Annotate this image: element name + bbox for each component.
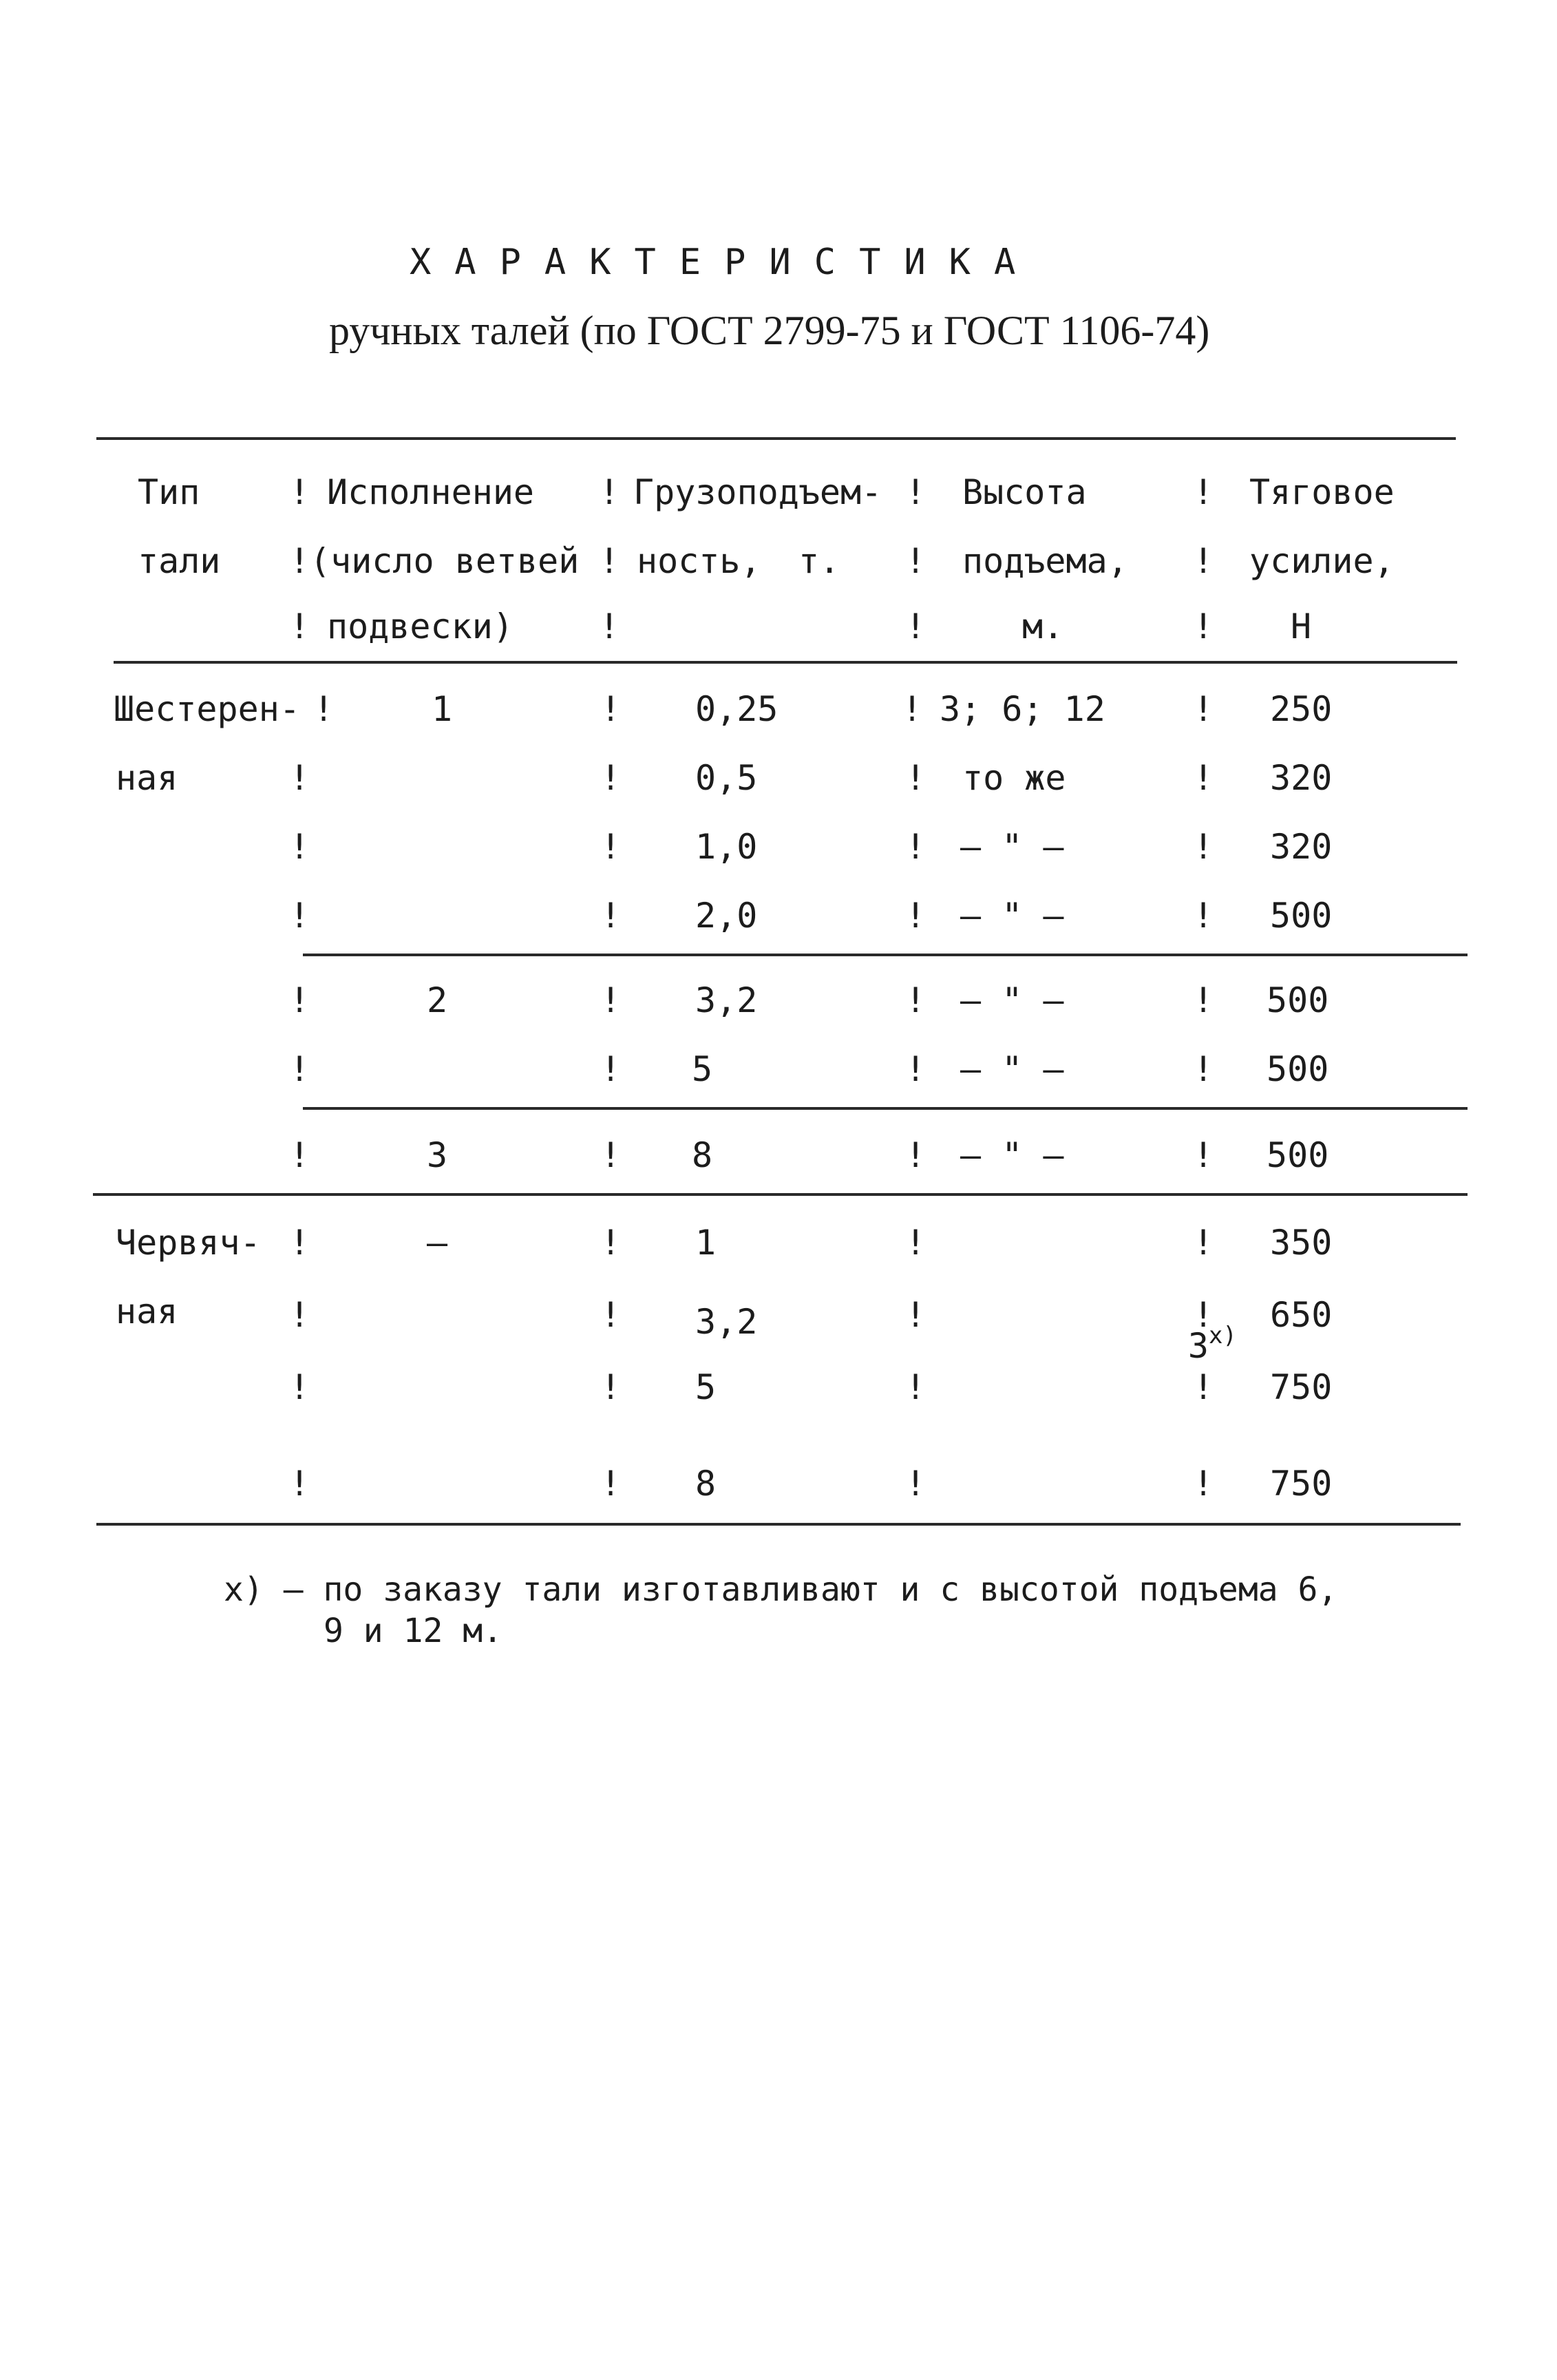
column-separator: ! [600,689,622,729]
capacity-value: 5 [692,1049,713,1089]
height-value: – " – [960,1135,1064,1175]
column-separator: ! [905,758,926,798]
column-separator: ! [1193,980,1214,1020]
height-number: 3 [1187,1326,1209,1366]
column-separator: ! [313,689,335,729]
execution-value: 2 [427,980,448,1020]
force-value: 320 [1270,827,1333,867]
type-label-line2: ная [116,1292,178,1331]
header-bottom-rule [114,661,1457,664]
height-value: – " – [960,1049,1064,1089]
header-height-line3: м. [1022,607,1064,646]
subgroup-rule [303,1107,1468,1110]
execution-value: 3 [427,1135,448,1175]
header-force-line3: Н [1291,607,1312,646]
column-separator: ! [905,1295,926,1335]
capacity-value: 3,2 [695,1302,758,1342]
column-separator: ! [905,541,926,581]
table-bottom-rule [96,1523,1461,1526]
type-label-line2: ная [116,758,178,798]
column-separator: ! [905,1135,926,1175]
footnote-line2: 9 и 12 м. [324,1612,503,1650]
column-separator: ! [600,827,622,867]
column-separator: ! [289,827,310,867]
column-separator: ! [289,1223,310,1263]
column-separator: ! [1193,896,1214,936]
column-separator: ! [289,1295,310,1335]
document-title: ХАРАКТЕРИСТИКА [410,242,1039,283]
group-rule [93,1193,1468,1196]
height-value: 3; 6; 12 [940,689,1105,729]
column-separator: ! [289,758,310,798]
footnote-mark: x) [1208,1322,1237,1350]
header-type-line1: Тип [138,472,200,512]
header-execution-line1: Исполнение [327,472,535,512]
height-value: то же [962,758,1066,798]
column-separator: ! [1193,472,1214,512]
column-separator: ! [600,1049,622,1089]
header-force-line2: усилие, [1249,541,1395,581]
header-capacity-line3: т. [798,541,840,581]
height-value: – " – [960,980,1064,1020]
header-height-line1: Высота [962,472,1087,512]
force-value: 250 [1270,689,1333,729]
column-separator: ! [1193,1295,1214,1335]
capacity-value: 8 [692,1135,713,1175]
column-separator: ! [1193,541,1214,581]
column-separator: ! [905,1223,926,1263]
column-separator: ! [1193,607,1214,646]
column-separator: ! [1193,758,1214,798]
type-label-line1: Червяч- [116,1223,261,1263]
column-separator: ! [600,758,622,798]
column-separator: ! [1193,1367,1214,1407]
subgroup-rule [303,954,1468,956]
column-separator: ! [289,980,310,1020]
force-value: 750 [1270,1367,1333,1407]
column-separator: ! [905,1464,926,1504]
column-separator: ! [1193,827,1214,867]
column-separator: ! [905,607,926,646]
force-value: 650 [1270,1295,1333,1335]
column-separator: ! [600,1464,622,1504]
force-value: 500 [1267,1135,1329,1175]
column-separator: ! [905,896,926,936]
capacity-value: 0,5 [695,758,758,798]
column-separator: ! [1193,689,1214,729]
column-separator: ! [599,607,620,646]
column-separator: ! [905,1367,926,1407]
column-separator: ! [1193,1135,1214,1175]
column-separator: ! [905,1049,926,1089]
footnote-line1: x) – по заказу тали изготавливают и с высотой подъема 6, [224,1570,1338,1609]
execution-value: – [427,1223,448,1263]
header-capacity-line2: ность, [637,541,761,581]
force-value: 500 [1270,896,1333,936]
type-label-line1: Шестерен- [114,689,300,729]
column-separator: ! [289,541,310,581]
force-value: 500 [1267,1049,1329,1089]
column-separator: ! [600,1223,622,1263]
document-subtitle: ручных талей (по ГОСТ 2799-75 и ГОСТ 1106-74) [329,308,1210,353]
capacity-value: 3,2 [695,980,758,1020]
capacity-value: 1,0 [695,827,758,867]
header-type-line2: тали [138,541,221,581]
header-height-line2: подъема, [962,541,1128,581]
column-separator: ! [289,896,310,936]
column-separator: ! [289,1464,310,1504]
column-separator: ! [905,980,926,1020]
column-separator: ! [1193,1464,1214,1504]
column-separator: ! [289,1135,310,1175]
header-execution-line2: (число ветвей [310,541,580,581]
column-separator: ! [1193,1049,1214,1089]
capacity-value: 8 [695,1464,717,1504]
height-value: – " – [960,827,1064,867]
capacity-value: 0,25 [695,689,778,729]
column-separator: ! [599,472,620,512]
capacity-value: 2,0 [695,896,758,936]
column-separator: ! [600,896,622,936]
column-separator: ! [600,1295,622,1335]
header-capacity-line1: Грузоподъем- [633,472,882,512]
column-separator: ! [1193,1223,1214,1263]
column-separator: ! [599,541,620,581]
force-value: 350 [1270,1223,1333,1263]
force-value: 320 [1270,758,1333,798]
column-separator: ! [600,980,622,1020]
column-separator: ! [600,1135,622,1175]
column-separator: ! [905,827,926,867]
force-value: 500 [1267,980,1329,1020]
column-separator: ! [289,472,310,512]
capacity-value: 5 [695,1367,717,1407]
height-value: – " – [960,896,1064,936]
execution-value: 1 [432,689,453,729]
table-top-rule [96,437,1456,440]
force-value: 750 [1270,1464,1333,1504]
column-separator: ! [289,607,310,646]
header-force-line1: Тяговое [1249,472,1395,512]
column-separator: ! [902,689,923,729]
header-execution-line3: подвески) [327,607,513,646]
column-separator: ! [289,1367,310,1407]
column-separator: ! [600,1367,622,1407]
column-separator: ! [905,472,926,512]
capacity-value: 1 [695,1223,717,1263]
column-separator: ! [289,1049,310,1089]
